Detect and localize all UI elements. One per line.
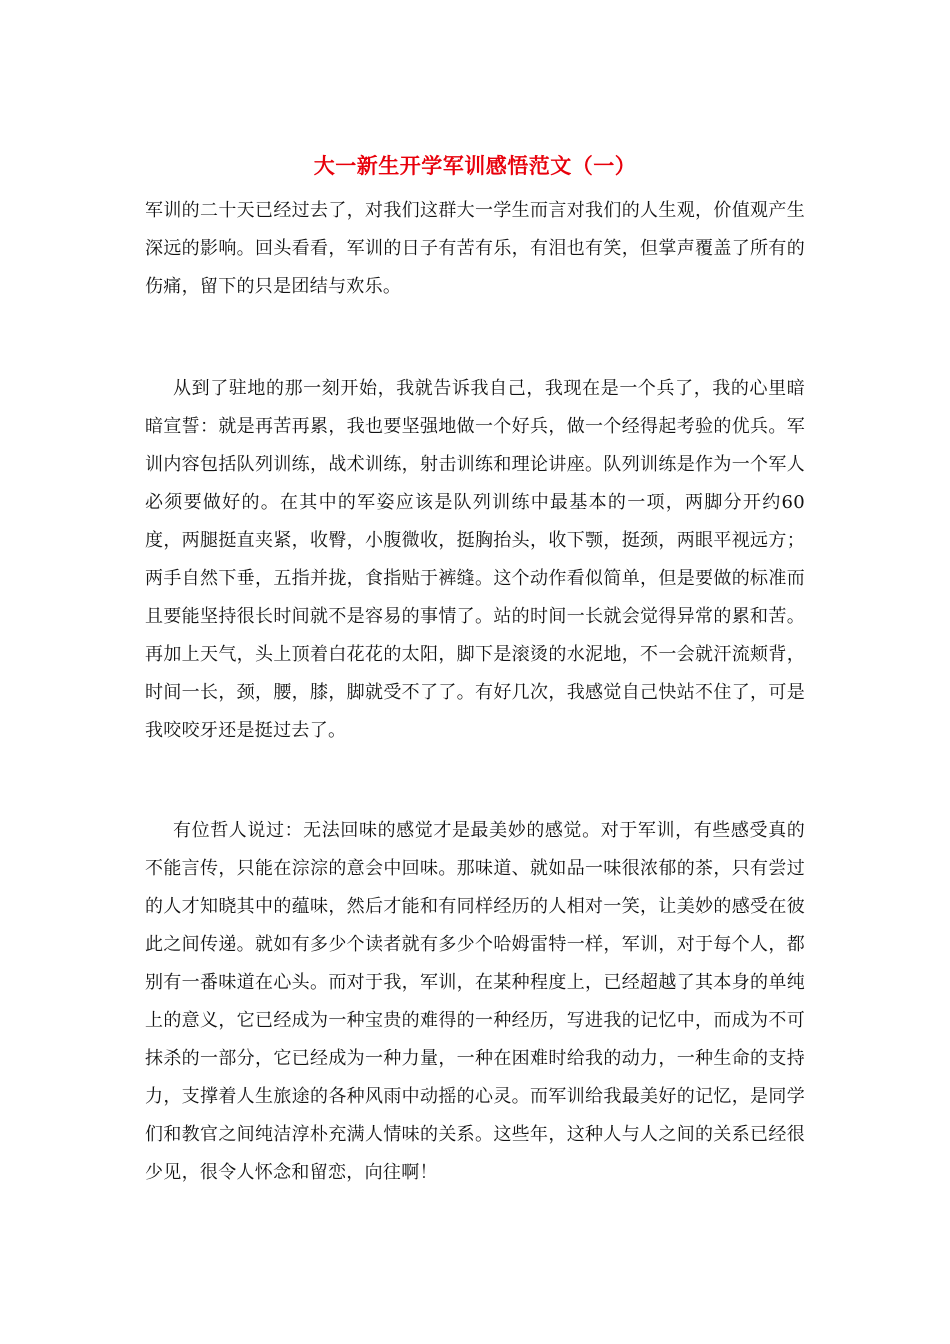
paragraph-1: 军训的二十天已经过去了，对我们这群大一学生而言对我们的人生观，价值观产生深远的影响。回头看看，军训的日子有苦有乐，有泪也有笑，但掌声覆盖了所有的伤痛，留下的只是团结与欢乐。 <box>145 200 805 297</box>
paragraph-3: 有位哲人说过：无法回味的感觉才是最美妙的感觉。对于军训，有些感受真的不能言传，只能在淙淙的意会中回味。那味道、就如品一味很浓郁的茶，只有尝过的人才知晓其中的蕴味，然后才能和有同样经历的人相对一笑，让美妙的感受在彼此之间传递。就如有多少个读者就有多少个哈姆雷特一样，军训，对于每个人，都别有一番味道在心头。而对于我，军训，在某种程度上，已经超越了其本身的单纯上的意义，它已经成为一种宝贵的难得的一种经历，写进我的记忆中，而成为不可抹杀的一部分，它已经成为一种力量，一种在困难时给我的动力，一种生命的支持力，支撑着人生旅途的各种风雨中动摇的心灵。而军训给我最美好的记忆，是同学们和教官之间纯洁淳朴充满人情味的关系。这些年，这种人与人之间的关系已经很少见，很令人怀念和留恋，向往啊！ <box>145 820 805 1183</box>
paragraph-2: 从到了驻地的那一刻开始，我就告诉我自己，我现在是一个兵了，我的心里暗暗宣誓：就是再苦再累，我也要坚强地做一个好兵，做一个经得起考验的优兵。军训内容包括队列训练，战术训练，射击训练和理论讲座。队列训练是作为一个军人必须要做好的。在其中的军姿应该是队列训练中最基本的一项，两脚分开约60度，两腿挺直夹紧，收臀，小腹微收，挺胸抬头，收下颚，挺颈，两眼平视远方；两手自然下垂，五指并拢，食指贴于裤缝。这个动作看似简单，但是要做的标准而且要能坚持很长时间就不是容易的事情了。站的时间一长就会觉得异常的累和苦。再加上天气，头上顶着白花花的太阳，脚下是滚烫的水泥地，不一会就汗流颊背，时间一长，颈，腰，膝，脚就受不了了。有好几次，我感觉自己快站不住了，可是我咬咬牙还是挺过去了。 <box>145 378 805 741</box>
document-title: 大一新生开学军训感悟范文（一） <box>313 153 637 178</box>
